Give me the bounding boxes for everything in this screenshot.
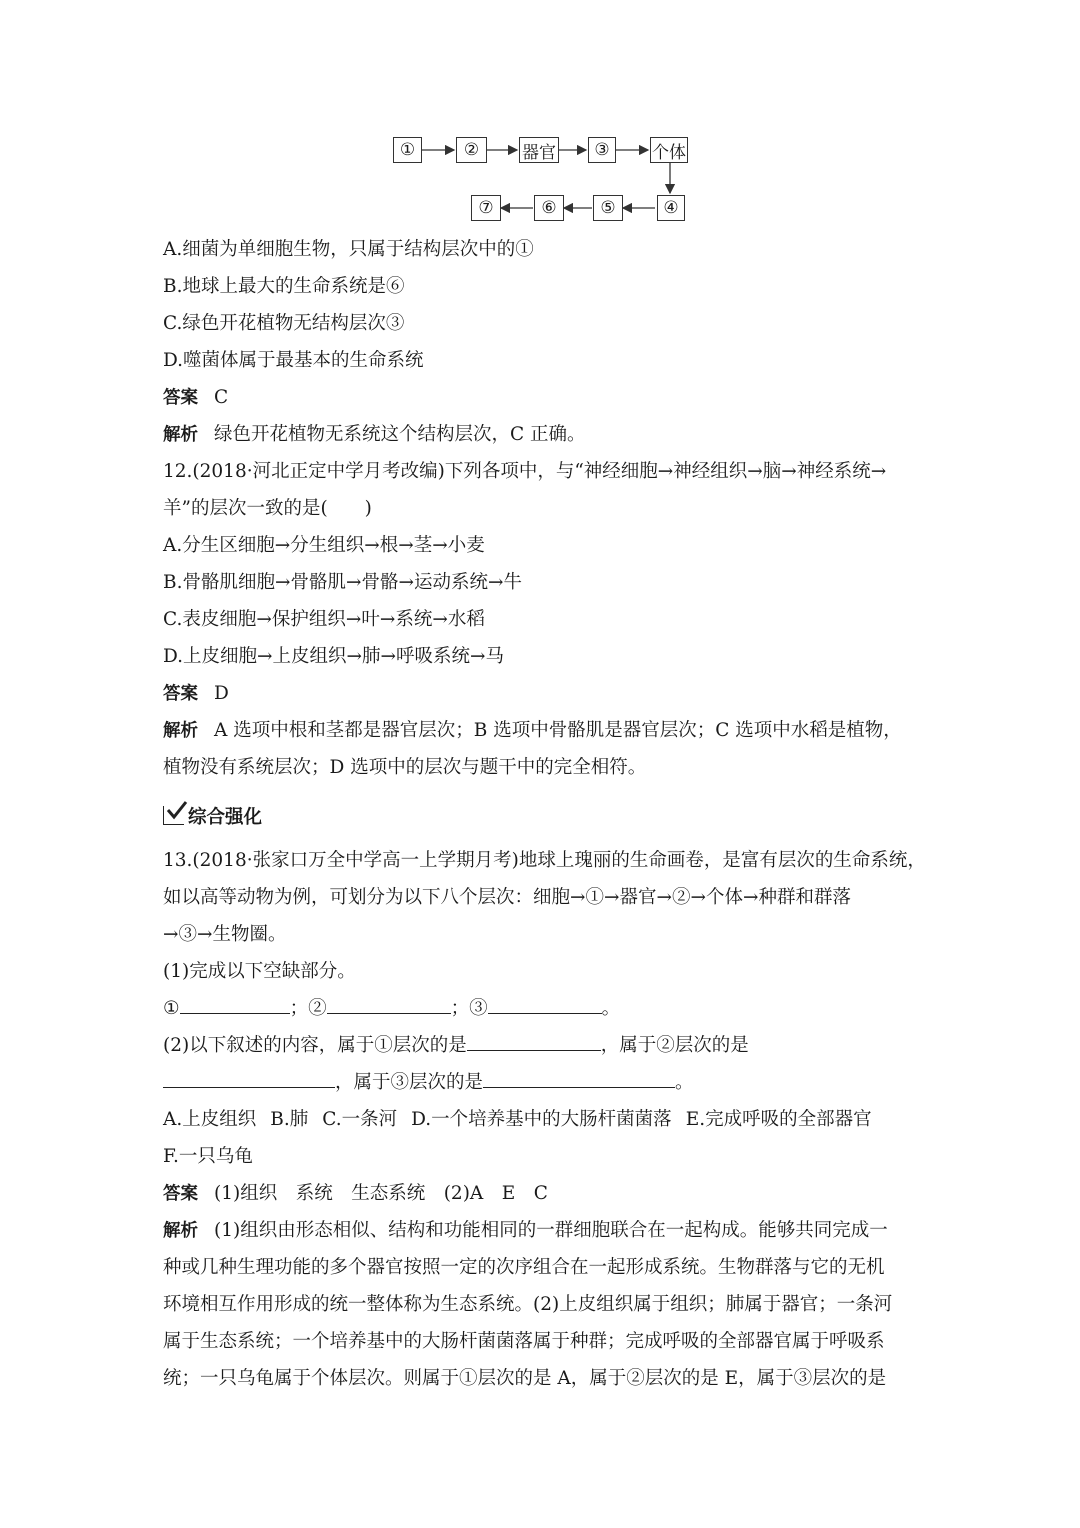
answer-label: 答案 (163, 1184, 198, 1204)
q13-analysis-line5: 统；一只乌龟属于个体层次。则属于①层次的是 A，属于②层次的是 E，属于③层次的是 (163, 1368, 887, 1389)
analysis-label: 解析 (163, 425, 198, 445)
blank-end: 。 (601, 998, 621, 1019)
diagram-box-2: ② (456, 137, 487, 163)
q13-part2-line2 (163, 1064, 923, 1101)
q11-option-c: C.绿色开花植物无结构层次③ (163, 313, 405, 334)
diagram-box-7: ⑦ (471, 195, 501, 221)
blank3-label: ；③ (450, 998, 488, 1019)
q11-option-d: D.噬菌体属于最基本的生命系统 (163, 350, 424, 371)
q12-answer (163, 675, 923, 712)
q13-option-a: A.上皮组织 (163, 1109, 257, 1130)
diagram-box-4: ④ (657, 195, 685, 221)
q13-option-d: D.一个培养基中的大肠杆菌菌落 (411, 1109, 672, 1130)
q12-analysis-line2: 植物没有系统层次；D 选项中的层次与题干中的完全相符。 (163, 757, 647, 778)
q13-stem-line2: 如以高等动物为例，可划分为以下八个层次：细胞→①→器官→②→个体→种群和群落 (163, 887, 852, 908)
diagram-box-5: ⑤ (593, 195, 623, 221)
q12-analysis-line1 (163, 712, 923, 749)
hierarchy-diagram (0, 0, 1080, 230)
q12-stem-line1: 12.(2018·河北正定中学月考改编)下列各项中，与“神经细胞→神经组织→脑→神经系统→ (163, 461, 887, 482)
q13-analysis-line4: 属于生态系统；一个培养基中的大肠杆菌菌落属于种群；完成呼吸的全部器官属于呼吸系 (163, 1331, 885, 1352)
q13-stem-line1: 13.(2018·张家口万全中学高一上学期月考)地球上瑰丽的生命画卷，是富有层次的生命系统， (163, 850, 926, 871)
q13-part1: (1)完成以下空缺部分。 (163, 961, 356, 982)
blank-level1[interactable] (467, 1028, 601, 1051)
q13-options-line1 (163, 1101, 923, 1138)
diagram-box-individual: 个体 (650, 137, 688, 163)
analysis-text: (1)组织由形态相似、结构和功能相同的一群细胞联合在一起构成。能够共同完成一 (214, 1220, 888, 1241)
blank-level2[interactable] (163, 1065, 335, 1088)
analysis-label: 解析 (163, 1221, 198, 1241)
section-heading (163, 799, 923, 836)
blank1-label: ① (163, 998, 180, 1019)
analysis-label: 解析 (163, 721, 198, 741)
q13-option-c: C.一条河 (322, 1109, 398, 1130)
answer-text: C (214, 387, 229, 408)
q13-option-e: E.完成呼吸的全部器官 (685, 1109, 872, 1130)
q13-stem-line3: →③→生物圈。 (163, 924, 287, 945)
q11-analysis (163, 416, 923, 453)
answer-text: (1)组织 系统 生态系统 (2)A E C (214, 1183, 548, 1204)
diagram-box-3: ③ (588, 137, 616, 163)
blank-2[interactable] (327, 991, 451, 1014)
q13-option-b: B.肺 (270, 1109, 309, 1130)
q13-analysis-line1 (163, 1212, 923, 1249)
q13-blanks (163, 990, 923, 1027)
q13-analysis-line2: 种或几种生理功能的多个器官按照一定的次序组合在一起形成系统。生物群落与它的无机 (163, 1257, 885, 1278)
answer-label: 答案 (163, 388, 198, 408)
q13-part2-line1 (163, 1027, 923, 1064)
section-title: 综合强化 (188, 807, 263, 828)
answer-label: 答案 (163, 684, 198, 704)
part2-a: (2)以下叙述的内容，属于①层次的是 (163, 1035, 467, 1056)
diagram-box-1: ① (393, 137, 422, 163)
analysis-text: A 选项中根和茎都是器官层次；B 选项中骨骼肌是器官层次；C 选项中水稻是植物， (214, 720, 902, 741)
q12-stem-line2: 羊”的层次一致的是( ) (163, 498, 372, 519)
q12-option-a: A.分生区细胞→分生组织→根→茎→小麦 (163, 535, 485, 556)
answer-text: D (214, 683, 229, 704)
diagram-box-organ: 器官 (519, 137, 559, 163)
blank-1[interactable] (180, 991, 290, 1014)
q11-option-a: A.细菌为单细胞生物，只属于结构层次中的① (163, 239, 534, 260)
checkmark-icon (166, 800, 188, 820)
blank-3[interactable] (488, 991, 602, 1014)
part2-c: ，属于③层次的是 (335, 1072, 484, 1093)
q11-option-b: B.地球上最大的生命系统是⑥ (163, 276, 405, 297)
blank2-label: ；② (289, 998, 327, 1019)
part2-end: 。 (675, 1072, 694, 1093)
checkbox-icon (163, 806, 184, 825)
q11-answer (163, 379, 923, 416)
diagram-box-6: ⑥ (534, 195, 564, 221)
q12-option-b: B.骨骼肌细胞→骨骼肌→骨骼→运动系统→牛 (163, 572, 522, 593)
q12-option-d: D.上皮细胞→上皮组织→肺→呼吸系统→马 (163, 646, 505, 667)
blank-level3[interactable] (483, 1065, 675, 1088)
q13-option-f: F.一只乌龟 (163, 1146, 253, 1167)
q12-option-c: C.表皮细胞→保护组织→叶→系统→水稻 (163, 609, 485, 630)
part2-b: ，属于②层次的是 (600, 1035, 749, 1056)
q13-analysis-line3: 环境相互作用形成的统一整体称为生态系统。(2)上皮组织属于组织；肺属于器官；一条河 (163, 1294, 893, 1315)
analysis-text: 绿色开花植物无系统这个结构层次，C 正确。 (214, 424, 586, 445)
q13-answer (163, 1175, 923, 1212)
